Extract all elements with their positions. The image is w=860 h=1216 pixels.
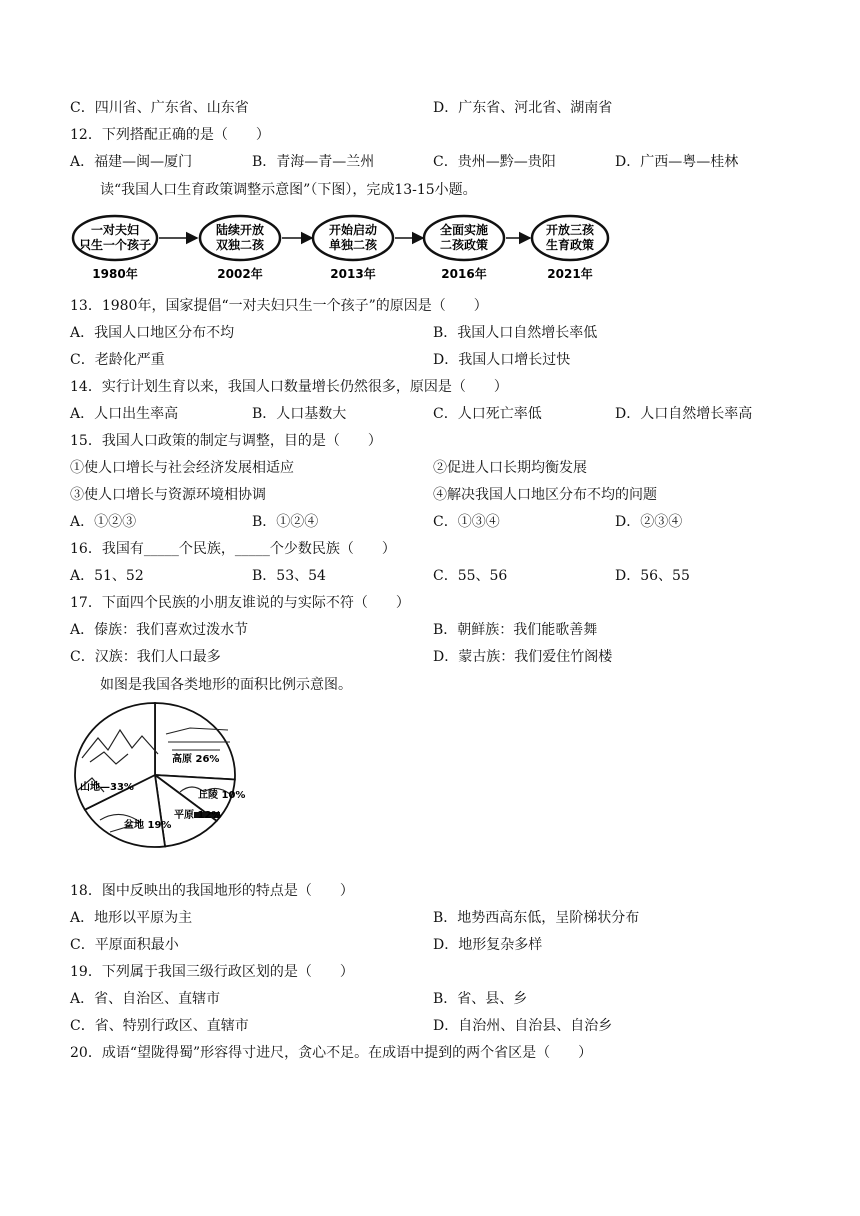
q15-statement-2: ②促进人口长期均衡发展 (433, 460, 587, 476)
q14-option-c: C．人口死亡率低 (433, 406, 542, 422)
q11-option-c: C．四川省、广东省、山东省 (70, 100, 249, 116)
q17-option-b: B．朝鲜族：我们能歌善舞 (433, 622, 598, 638)
q12-stem: 12．下列搭配正确的是（ ） (70, 127, 270, 143)
q14-option-d: D．人口自然增长率高 (615, 406, 753, 422)
q13-option-c: C．老龄化严重 (70, 352, 165, 368)
q19-option-b: B．省、县、乡 (433, 991, 528, 1007)
policy-stage-3 (313, 216, 393, 281)
q15-option-d: D．②③④ (615, 514, 683, 530)
stage-1-year: 1980年 (92, 267, 138, 281)
q15-option-b: B．①②④ (252, 514, 319, 530)
pie-label-丘陵: 丘陵 10% (198, 790, 246, 801)
q12-option-c: C．贵州—黔—贵阳 (433, 154, 556, 170)
stage-3-line2: 单独二孩 (328, 238, 378, 252)
terrain-pie-chart (70, 700, 246, 850)
q17-option-d: D．蒙古族：我们爱住竹阁楼 (433, 649, 613, 665)
q15-option-a: A．①②③ (70, 514, 137, 530)
q18-option-a: A．地形以平原为主 (70, 910, 193, 926)
q18-stem: 18．图中反映出的我国地形的特点是（ ） (70, 883, 354, 899)
policy-stage-1 (73, 216, 157, 281)
q19-option-d: D．自治州、自治县、自治乡 (433, 1018, 613, 1034)
q18-option-c: C．平原面积最小 (70, 937, 179, 953)
policy-diagram (70, 208, 610, 286)
q16-option-b: B．53、54 (252, 568, 326, 584)
pie-label-山地: 山地—33% (80, 782, 134, 793)
q20-stem: 20．成语“望陇得蜀”形容得寸进尺，贪心不足。在成语中提到的两个省区是（ ） (70, 1045, 593, 1061)
q11-option-d: D．广东省、河北省、湖南省 (433, 100, 613, 116)
pie-label-平原: 平原 12% (174, 810, 222, 821)
stage-4-line1: 全面实施 (439, 223, 489, 237)
stage-4-line2: 二孩政策 (439, 238, 489, 252)
stage-3-line1: 开始启动 (328, 223, 378, 237)
q14-stem: 14．实行计划生育以来，我国人口数量增长仍然很多，原因是（ ） (70, 379, 508, 395)
stage-1-line2: 只生一个孩子 (78, 238, 152, 252)
q14-option-b: B．人口基数大 (252, 406, 347, 422)
q16-option-d: D．56、55 (615, 568, 690, 584)
q15-statement-1: ①使人口增长与社会经济发展相适应 (70, 460, 294, 476)
stage-5-line1: 开放三孩 (545, 223, 595, 237)
stage-2-line2: 双独二孩 (215, 238, 265, 252)
stage-5-line2: 生育政策 (545, 238, 595, 252)
q16-option-c: C．55、56 (433, 568, 508, 584)
stage-4-year: 2016年 (441, 267, 487, 281)
q19-stem: 19．下列属于我国三级行政区划的是（ ） (70, 964, 354, 980)
policy-stage-2 (200, 216, 280, 281)
q19-option-a: A．省、自治区、直辖市 (70, 991, 221, 1007)
q13-option-a: A．我国人口地区分布不均 (70, 325, 235, 341)
stage-5-year: 2021年 (547, 267, 593, 281)
intro-13-15: 读“我国人口生育政策调整示意图”（下图），完成13-15小题。 (100, 182, 477, 198)
q15-statement-3: ③使人口增长与资源环境相协调 (70, 487, 266, 503)
q15-statement-4: ④解决我国人口地区分布不均的问题 (433, 487, 657, 503)
intro-18: 如图是我国各类地形的面积比例示意图。 (100, 677, 352, 693)
q12-option-a: A．福建—闽—厦门 (70, 154, 193, 170)
q15-option-c: C．①③④ (433, 514, 500, 530)
q17-option-a: A．傣族：我们喜欢过泼水节 (70, 622, 249, 638)
q19-option-c: C．省、特别行政区、直辖市 (70, 1018, 249, 1034)
q16-stem: 16．我国有_____个民族，_____个少数民族（ ） (70, 541, 396, 557)
stage-3-year: 2013年 (330, 267, 376, 281)
q18-option-d: D．地形复杂多样 (433, 937, 543, 953)
pie-label-高原: 高原 26% (172, 754, 220, 765)
stage-2-year: 2002年 (217, 267, 263, 281)
q17-option-c: C．汉族：我们人口最多 (70, 649, 221, 665)
q15-stem: 15．我国人口政策的制定与调整，目的是（ ） (70, 433, 382, 449)
q12-option-b: B．青海—青—兰州 (252, 154, 375, 170)
policy-stage-5 (532, 216, 608, 281)
q18-option-b: B．地势西高东低，呈阶梯状分布 (433, 910, 640, 926)
pie-slice-高原 (155, 703, 235, 780)
q14-option-a: A．人口出生率高 (70, 406, 179, 422)
stage-1-line1: 一对夫妇 (90, 223, 140, 237)
stage-2-line1: 陆续开放 (215, 223, 265, 237)
policy-stage-4 (424, 216, 504, 281)
q13-stem: 13．1980年，国家提倡“一对夫妇只生一个孩子”的原因是（ ） (70, 298, 488, 314)
q12-option-d: D．广西—粤—桂林 (615, 154, 739, 170)
q13-option-b: B．我国人口自然增长率低 (433, 325, 598, 341)
q17-stem: 17．下面四个民族的小朋友谁说的与实际不符（ ） (70, 595, 410, 611)
pie-label-盆地: 盆地 19% (124, 820, 172, 831)
q16-option-a: A．51、52 (70, 568, 144, 584)
q13-option-d: D．我国人口增长过快 (433, 352, 571, 368)
